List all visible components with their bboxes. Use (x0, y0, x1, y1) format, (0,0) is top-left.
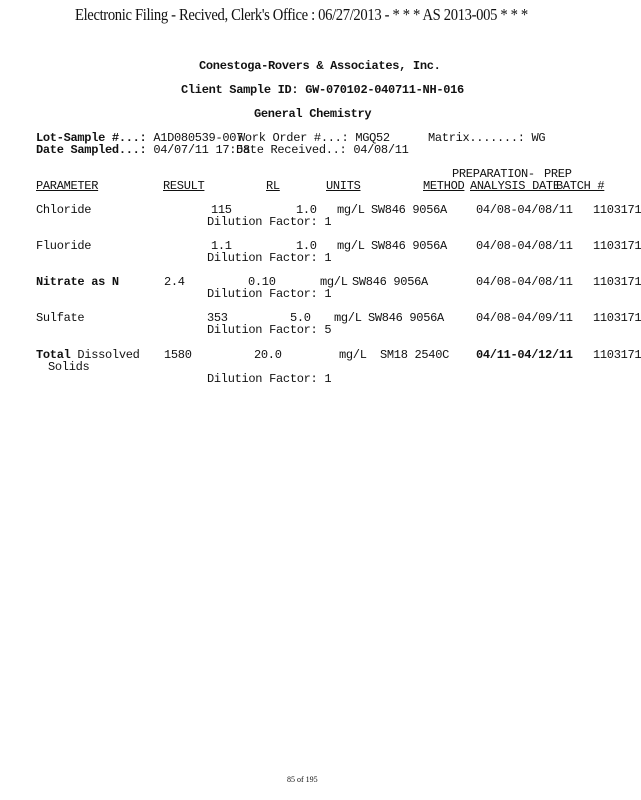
company-name: Conestoga-Rovers & Associates, Inc. (199, 59, 441, 73)
work-order-label: Work Order #...: (238, 131, 349, 145)
row-rl: 5.0 (290, 311, 311, 325)
row-rl: 0.10 (248, 275, 276, 289)
column-batch: BATCH # (556, 179, 605, 193)
row-units: mg/L (337, 239, 365, 253)
row-rl: 1.0 (296, 203, 317, 217)
row-result: 1580 (164, 348, 192, 362)
row-parameter: Nitrate as N (36, 275, 119, 289)
date-received-label: Date Received..: (236, 143, 347, 157)
report-title: General Chemistry (254, 107, 372, 121)
date-sampled-value: 04/07/11 17:58 (153, 143, 250, 157)
client-sample-value: GW-070102-040711-NH-016 (305, 83, 464, 97)
date-sampled (36, 143, 250, 157)
row-result: 115 (211, 203, 232, 217)
column-prep-label-2: PREP (544, 167, 572, 181)
row-result: 1.1 (211, 239, 232, 253)
row-dilution: Dilution Factor: 5 (207, 323, 332, 337)
row-parameter: Fluoride (36, 239, 92, 253)
column-analysis-date: ANALYSIS DATE (470, 179, 560, 193)
lot-sample-value: A1D080539-007 (153, 131, 244, 145)
column-method: METHOD (423, 179, 465, 193)
row-batch: 1103171 (593, 239, 641, 253)
row-units: mg/L (334, 311, 362, 325)
row-batch: 1103171 (593, 275, 641, 289)
column-parameter: PARAMETER (36, 179, 99, 193)
row-method: SW846 9056A (352, 275, 428, 289)
row-date: 04/08-04/08/11 (476, 203, 573, 217)
row-result: 353 (207, 311, 228, 325)
row-date: 04/08-04/08/11 (476, 239, 573, 253)
row-dilution: Dilution Factor: 1 (207, 251, 332, 265)
date-received (236, 143, 409, 157)
work-order-value: MGQ52 (355, 131, 390, 145)
column-units: UNITS (326, 179, 361, 193)
row-batch: 1103171 (593, 348, 641, 362)
row-parameter: Sulfate (36, 311, 85, 325)
column-result: RESULT (163, 179, 205, 193)
row-parameter: Total Dissolved (36, 348, 140, 362)
row-date: 04/08-04/08/11 (476, 275, 573, 289)
row-parameter-cont: Solids (48, 360, 90, 374)
row-batch: 1103171 (593, 203, 641, 217)
matrix-label: Matrix.......: (428, 131, 525, 145)
row-rl: 20.0 (254, 348, 282, 362)
row-dilution: Dilution Factor: 1 (207, 215, 332, 229)
date-received-value: 04/08/11 (353, 143, 409, 157)
row-date: 04/11-04/12/11 (476, 348, 573, 362)
page-number: 85 of 195 (287, 775, 318, 784)
client-sample-label: Client Sample ID: (181, 83, 299, 97)
row-dilution: Dilution Factor: 1 (207, 372, 332, 386)
date-sampled-label: Date Sampled...: (36, 143, 147, 157)
matrix-value: WG (531, 131, 546, 145)
filing-banner: Electronic Filing - Recived, Clerk's Office : 06/27/2013 - * * * AS 2013-005 * * * (75, 5, 528, 24)
row-units: mg/L (320, 275, 348, 289)
row-method: SW846 9056A (368, 311, 444, 325)
row-rl: 1.0 (296, 239, 317, 253)
row-units: mg/L (337, 203, 365, 217)
client-sample-id (181, 83, 464, 97)
row-batch: 1103171 (593, 311, 641, 325)
row-parameter-bold: Total (36, 348, 71, 362)
row-date: 04/08-04/09/11 (476, 311, 573, 325)
row-result: 2.4 (164, 275, 185, 289)
row-units: mg/L (339, 348, 367, 362)
row-method: SW846 9056A (371, 203, 447, 217)
row-dilution: Dilution Factor: 1 (207, 287, 332, 301)
column-prep-label: PREPARATION- (452, 167, 535, 181)
lot-sample-label: Lot-Sample #...: (36, 131, 147, 145)
column-rl: RL (266, 179, 280, 193)
row-method: SM18 2540C (380, 348, 450, 362)
row-parameter: Chloride (36, 203, 92, 217)
row-method: SW846 9056A (371, 239, 447, 253)
matrix (428, 131, 545, 145)
